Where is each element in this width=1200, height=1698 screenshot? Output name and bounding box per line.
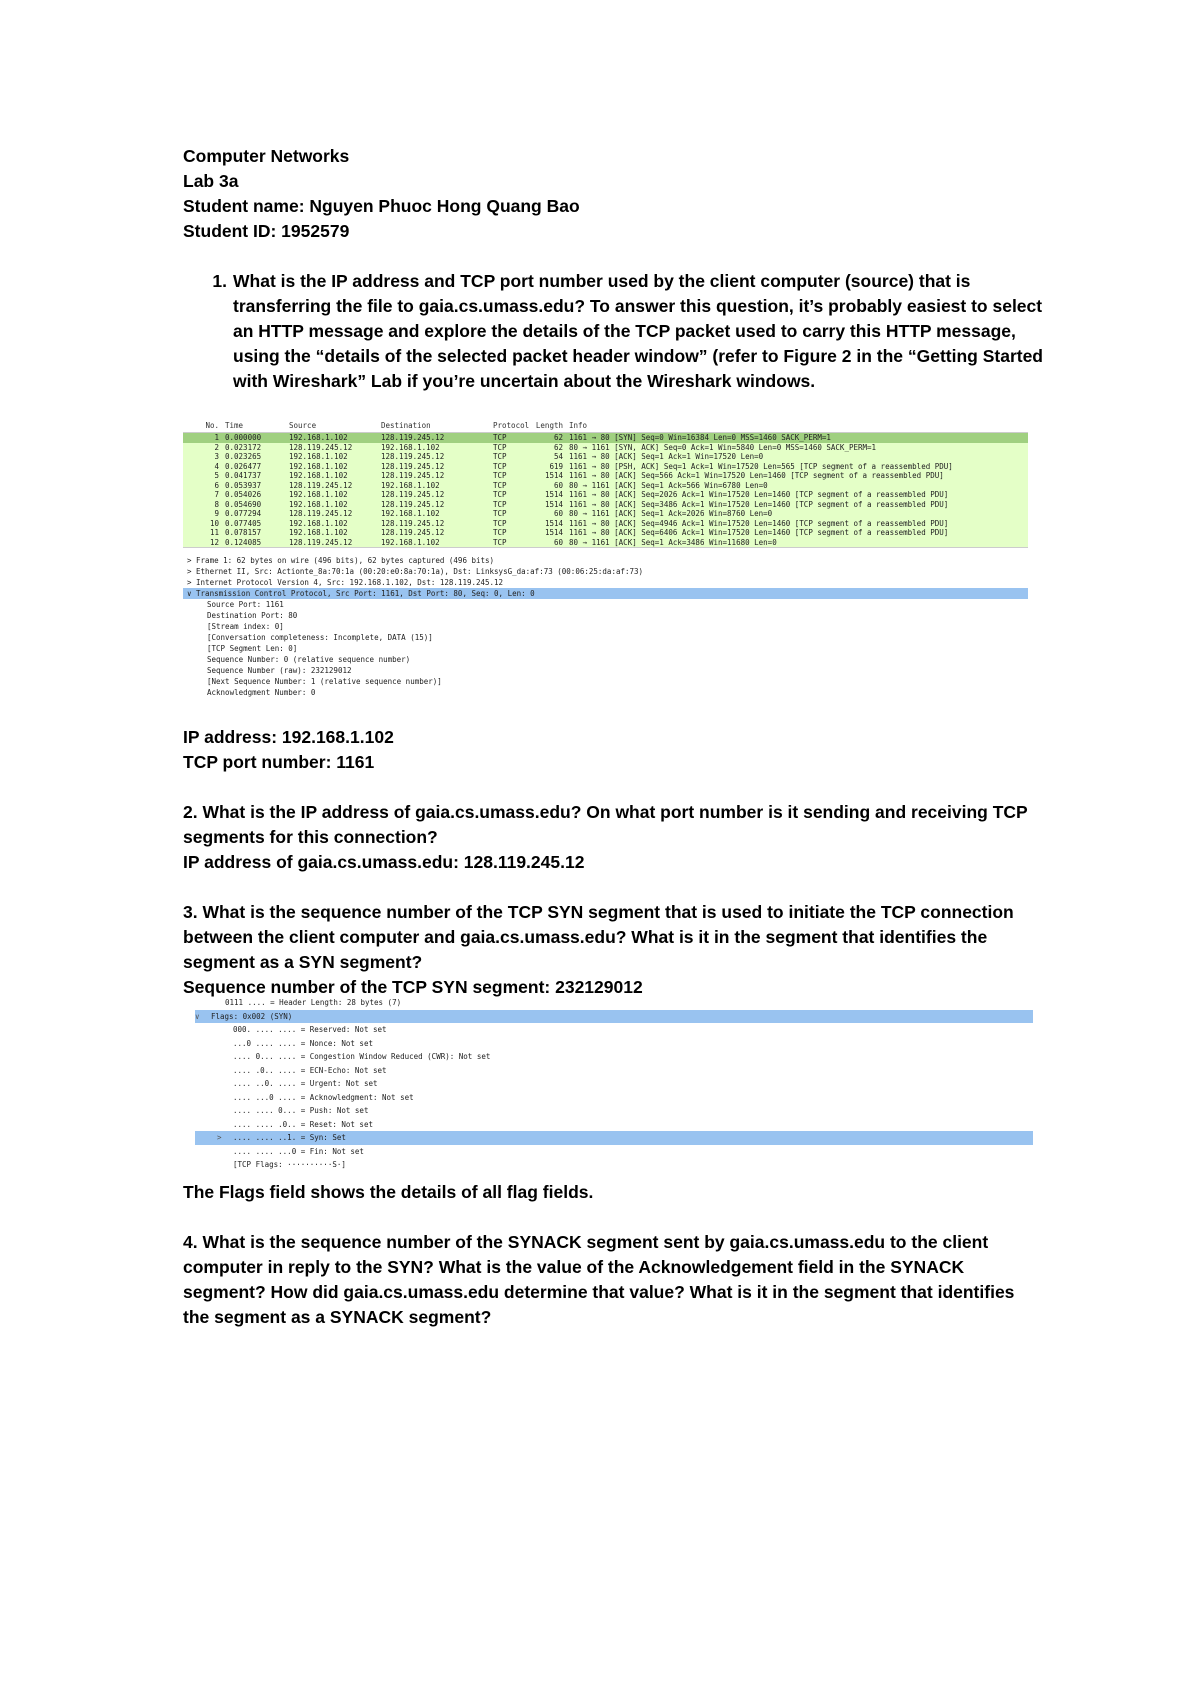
- packet-protocol: TCP: [493, 537, 507, 547]
- packet-source: 192.168.1.102: [289, 433, 348, 442]
- packet-destination: 192.168.1.102: [381, 509, 440, 518]
- packet-info: 1161 → 80 [ACK] Seq=6406 Ack=1 Win=17520 Len=1460 [TCP segment of a reassembled PDU]: [569, 528, 949, 537]
- packet-source: 192.168.1.102: [289, 499, 348, 509]
- packet-row[interactable]: [183, 462, 1028, 472]
- packet-length: 1514: [544, 518, 563, 528]
- packet-no: 12: [209, 537, 219, 547]
- packet-time: 0.000000: [225, 433, 262, 442]
- packet-protocol: TCP: [493, 433, 507, 442]
- flag-row[interactable]: [195, 1037, 1033, 1051]
- answers-section: [183, 725, 1043, 1000]
- packet-destination: 128.119.245.12: [381, 490, 445, 499]
- packet-row[interactable]: [183, 509, 1028, 519]
- packet-info: 80 → 1161 [SYN, ACK] Seq=0 Ack=1 Win=5840 Len=0 MSS=1460 SACK_PERM=1: [569, 442, 877, 452]
- packet-no: 9: [214, 509, 219, 518]
- packet-row[interactable]: [183, 433, 1028, 443]
- answer-2: IP address of gaia.cs.umass.edu: 128.119.245.12: [183, 852, 585, 872]
- flag-row[interactable]: [195, 1118, 1033, 1132]
- student-id: Student ID: 1952579: [183, 221, 350, 241]
- packet-destination: 128.119.245.12: [381, 528, 445, 537]
- packet-no: 7: [214, 490, 219, 499]
- flag-row[interactable]: [195, 1010, 1033, 1024]
- detail-row[interactable]: [Conversation completeness: Incomplete, DATA (15)]: [207, 633, 433, 642]
- packet-info: 80 → 1161 [ACK] Seq=1 Ack=2026 Win=8760 Len=0: [569, 509, 773, 518]
- packet-length: 1514: [544, 528, 563, 537]
- detail-row[interactable]: > Frame 1: 62 bytes on wire (496 bits), 62 bytes captured (496 bits): [187, 556, 495, 565]
- packet-row[interactable]: [183, 490, 1028, 500]
- packet-length: 60: [553, 509, 563, 518]
- packet-source: 128.119.245.12: [289, 537, 353, 547]
- flag-row[interactable]: [195, 1158, 1033, 1172]
- packet-time: 0.023265: [225, 452, 262, 461]
- packet-row[interactable]: [183, 452, 1028, 462]
- flag-text: 000. .... .... = Reserved: Not set: [233, 1025, 387, 1034]
- packet-time: 0.054026: [225, 490, 262, 499]
- flag-text: ...0 .... .... = Nonce: Not set: [233, 1038, 373, 1048]
- answer-3-note: The Flags field shows the details of all flag fields.: [183, 1182, 594, 1202]
- packet-no: 11: [209, 528, 219, 537]
- question-4-line-3: segment? How did gaia.cs.umass.edu determine that value? What is it in the segment that identifies: [183, 1282, 1015, 1302]
- flag-row[interactable]: [195, 1077, 1033, 1091]
- packet-source: 128.119.245.12: [289, 509, 353, 518]
- packet-info: 1161 → 80 [ACK] Seq=4946 Ack=1 Win=17520 Len=1460 [TCP segment of a reassembled PDU]: [569, 518, 949, 528]
- packet-info: 1161 → 80 [PSH, ACK] Seq=1 Ack=1 Win=17520 Len=565 [TCP segment of a reassembled PDU]: [569, 461, 953, 471]
- packet-length: 1514: [544, 499, 563, 509]
- question-1: [183, 269, 1043, 394]
- flag-row[interactable]: [195, 996, 1033, 1010]
- detail-row[interactable]: [Next Sequence Number: 1 (relative sequence number)]: [207, 677, 442, 686]
- packet-source: 192.168.1.102: [289, 518, 348, 528]
- packet-length: 1514: [544, 490, 563, 499]
- packet-info: 1161 → 80 [SYN] Seq=0 Win=16384 Len=0 MSS=1460 SACK_PERM=1: [569, 433, 831, 442]
- packet-destination: 128.119.245.12: [381, 499, 445, 509]
- packet-row[interactable]: [183, 481, 1028, 491]
- col-info: Info: [569, 421, 588, 430]
- packet-length: 60: [553, 480, 563, 490]
- packet-no: 2: [214, 442, 219, 452]
- question-2-line-2: segments for this connection?: [183, 827, 438, 847]
- packet-destination: 192.168.1.102: [381, 442, 440, 452]
- detail-row[interactable]: ∨ Transmission Control Protocol, Src Port: 1161, Dst Port: 80, Seq: 0, Len: 0: [183, 588, 1028, 599]
- detail-row[interactable]: Sequence Number (raw): 232129012: [207, 666, 352, 675]
- course-title: Computer Networks: [183, 146, 350, 166]
- packet-source: 192.168.1.102: [289, 452, 348, 461]
- question-3-line-3: segment as a SYN segment?: [183, 952, 423, 972]
- packet-source: 192.168.1.102: [289, 471, 348, 480]
- packet-row[interactable]: [183, 471, 1028, 481]
- packet-no: 8: [214, 499, 219, 509]
- student-name: Student name: Nguyen Phuoc Hong Quang Bao: [183, 196, 580, 216]
- col-length: Length: [535, 421, 563, 430]
- col-no: No.: [205, 421, 219, 430]
- packet-no: 5: [214, 471, 219, 480]
- packet-protocol: TCP: [493, 480, 507, 490]
- answer-ip: IP address: 192.168.1.102: [183, 727, 394, 747]
- packet-protocol: TCP: [493, 499, 507, 509]
- packet-no: 1: [214, 433, 219, 442]
- detail-row[interactable]: > Internet Protocol Version 4, Src: 192.168.1.102, Dst: 128.119.245.12: [187, 578, 504, 587]
- packet-details: [183, 555, 1028, 698]
- flag-row[interactable]: [195, 1023, 1033, 1037]
- packet-length: 60: [553, 537, 563, 547]
- question-1-number: 1.: [212, 271, 227, 291]
- flag-text: .... .0.. .... = ECN-Echo: Not set: [233, 1065, 387, 1075]
- packet-time: 0.054690: [225, 499, 262, 509]
- packet-row[interactable]: [183, 538, 1028, 548]
- packet-time: 0.041737: [225, 471, 262, 480]
- packet-no: 4: [214, 461, 219, 471]
- packet-destination: 128.119.245.12: [381, 461, 445, 471]
- packet-time: 0.077405: [225, 518, 262, 528]
- flag-row[interactable]: [195, 1050, 1033, 1064]
- packet-protocol: TCP: [493, 471, 507, 480]
- question-4-line-1: 4. What is the sequence number of the SYNACK segment sent by gaia.cs.umass.edu to the client: [183, 1232, 989, 1252]
- detail-row[interactable]: > Ethernet II, Src: Actionte_8a:70:1a (00:20:e0:8a:70:1a), Dst: LinksysG_da:af:73 (00:06:25:da:af:73): [187, 567, 644, 576]
- packet-row[interactable]: [183, 443, 1028, 453]
- question-2-line-1: 2. What is the IP address of gaia.cs.umass.edu? On what port number is it sending and receiving TCP: [183, 802, 1028, 822]
- packet-protocol: TCP: [493, 442, 507, 452]
- packet-destination: 128.119.245.12: [381, 433, 445, 442]
- flags-details: [195, 996, 1033, 1172]
- packet-destination: 192.168.1.102: [381, 480, 440, 490]
- packet-info: 1161 → 80 [ACK] Seq=1 Ack=1 Win=17520 Len=0: [569, 452, 764, 461]
- question-3-line-2: between the client computer and gaia.cs.umass.edu? What is it in the segment that identifies the: [183, 927, 988, 947]
- packet-source: 192.168.1.102: [289, 490, 348, 499]
- detail-row[interactable]: Sequence Number: 0 (relative sequence number): [207, 655, 411, 664]
- question-1-text: What is the IP address and TCP port number used by the client computer (source) that is transferring the file to gaia.cs.umass.edu? To answer this question, it’s probably easiest to select an HTTP message and explore the details of the TCP packet used to carry this HTTP message, using the “details of the selected packet header window” (refer to Figure 2 in the “Getting Started with Wireshark” Lab if you’re uncertain about the Wireshark windows.: [233, 271, 1043, 391]
- packet-info: 80 → 1161 [ACK] Seq=1 Ack=566 Win=6780 Len=0: [569, 480, 768, 490]
- packet-no: 10: [209, 518, 219, 528]
- packet-protocol: TCP: [493, 509, 507, 518]
- expand-toggle-icon[interactable]: ∨: [195, 1011, 200, 1021]
- packet-time: 0.026477: [225, 461, 262, 471]
- packet-protocol: TCP: [493, 461, 507, 471]
- packet-info: 1161 → 80 [ACK] Seq=566 Ack=1 Win=17520 Len=1460 [TCP segment of a reassembled PDU]: [569, 471, 944, 480]
- col-protocol: Protocol: [493, 421, 530, 430]
- flag-row[interactable]: [195, 1131, 1033, 1145]
- flag-text: .... 0... .... = Congestion Window Reduced (CWR): Not set: [233, 1052, 491, 1061]
- question-4-line-2: computer in reply to the SYN? What is the value of the Acknowledgement field in the SYNACK: [183, 1257, 965, 1277]
- packet-length: 54: [553, 452, 563, 461]
- packet-source: 128.119.245.12: [289, 480, 353, 490]
- flag-text: 0111 .... = Header Length: 28 bytes (7): [225, 998, 402, 1007]
- detail-row[interactable]: Source Port: 1161: [207, 600, 284, 609]
- flag-text: .... .... ...0 = Fin: Not set: [233, 1146, 364, 1156]
- document-body: [183, 144, 1043, 394]
- flag-row[interactable]: [195, 1064, 1033, 1078]
- expand-toggle-icon[interactable]: >: [217, 1133, 222, 1142]
- packet-time: 0.078157: [225, 528, 262, 537]
- packet-time: 0.023172: [225, 442, 262, 452]
- flag-row[interactable]: [195, 1104, 1033, 1118]
- flag-text: Flags: 0x002 (SYN): [211, 1011, 293, 1021]
- flag-text: .... ...0 .... = Acknowledgment: Not set: [233, 1092, 414, 1102]
- answers-section-2: [183, 1180, 1043, 1330]
- packet-destination: 128.119.245.12: [381, 518, 445, 528]
- detail-row[interactable]: Acknowledgment Number: 0: [207, 688, 316, 697]
- packet-length: 619: [549, 461, 563, 471]
- packet-destination: 128.119.245.12: [381, 452, 445, 461]
- packet-row[interactable]: [183, 528, 1028, 538]
- packet-time: 0.077294: [225, 509, 262, 518]
- packet-list: [183, 433, 1028, 547]
- detail-row[interactable]: [Stream index: 0]: [207, 622, 284, 631]
- lab-title: Lab 3a: [183, 171, 239, 191]
- question-3-line-1: 3. What is the sequence number of the TCP SYN segment that is used to initiate the TCP connection: [183, 902, 1014, 922]
- packet-protocol: TCP: [493, 528, 507, 537]
- flag-text: .... .... ..1. = Syn: Set: [233, 1133, 346, 1142]
- packet-destination: 192.168.1.102: [381, 537, 440, 547]
- packet-length: 62: [553, 433, 563, 442]
- packet-time: 0.053937: [225, 480, 262, 490]
- packet-protocol: TCP: [493, 452, 507, 461]
- flag-row[interactable]: [195, 1145, 1033, 1159]
- packet-info: 1161 → 80 [ACK] Seq=3486 Ack=1 Win=17520 Len=1460 [TCP segment of a reassembled PDU]: [569, 499, 949, 509]
- detail-row[interactable]: [TCP Segment Len: 0]: [207, 644, 298, 653]
- packet-protocol: TCP: [493, 490, 507, 499]
- col-destination: Destination: [381, 421, 431, 430]
- flag-text: .... ..0. .... = Urgent: Not set: [233, 1079, 378, 1088]
- wireshark-screenshot-flags: [195, 996, 1033, 1176]
- question-4-line-4: the segment as a SYNACK segment?: [183, 1307, 492, 1327]
- flag-row[interactable]: [195, 1091, 1033, 1105]
- wireshark-screenshot-packets: [183, 420, 1028, 702]
- answer-port: TCP port number: 1161: [183, 752, 375, 772]
- answer-3: Sequence number of the TCP SYN segment: 232129012: [183, 977, 643, 997]
- packet-info: 80 → 1161 [ACK] Seq=1 Ack=3486 Win=11680 Len=0: [569, 537, 777, 547]
- packet-length: 1514: [544, 471, 563, 480]
- packet-row[interactable]: [183, 500, 1028, 510]
- packet-list-header: [183, 420, 1028, 433]
- detail-row[interactable]: Destination Port: 80: [207, 611, 298, 620]
- packet-source: 192.168.1.102: [289, 461, 348, 471]
- packet-source: 192.168.1.102: [289, 528, 348, 537]
- packet-time: 0.124085: [225, 537, 262, 547]
- packet-destination: 128.119.245.12: [381, 471, 445, 480]
- packet-info: 1161 → 80 [ACK] Seq=2026 Ack=1 Win=17520 Len=1460 [TCP segment of a reassembled PDU]: [569, 490, 949, 499]
- flag-text: .... .... .0.. = Reset: Not set: [233, 1119, 373, 1129]
- flag-text: [TCP Flags: ··········S·]: [233, 1160, 346, 1169]
- packet-source: 128.119.245.12: [289, 442, 353, 452]
- packet-no: 3: [214, 452, 219, 461]
- packet-protocol: TCP: [493, 518, 507, 528]
- packet-length: 62: [553, 442, 563, 452]
- packet-row[interactable]: [183, 519, 1028, 529]
- col-source: Source: [289, 421, 317, 430]
- col-time: Time: [225, 421, 244, 430]
- pane-divider: [183, 547, 1028, 552]
- flag-text: .... .... 0... = Push: Not set: [233, 1106, 369, 1115]
- packet-no: 6: [214, 480, 219, 490]
